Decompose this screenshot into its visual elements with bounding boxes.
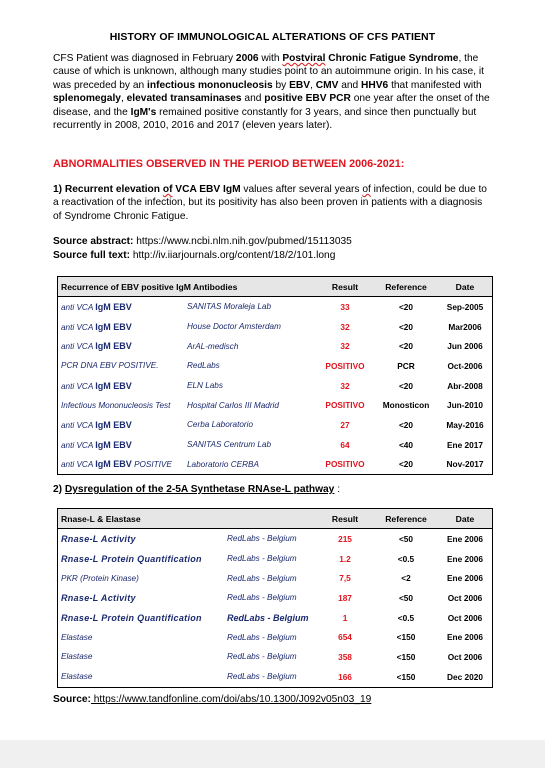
- result-cell: 64: [340, 439, 350, 450]
- result-cell: 166: [338, 671, 352, 682]
- date-cell: Oct 2006: [447, 592, 483, 603]
- lab-cell: ArAL-medisch: [187, 341, 239, 351]
- result-cell: 1.2: [339, 553, 351, 564]
- header-date: Date: [438, 277, 493, 297]
- result-cell: 7,5: [339, 573, 351, 584]
- reference-cell: <20: [398, 419, 414, 430]
- footer-source: Source: https://www.tandfonline.com/doi/abs/10.1300/J092v05n03_19: [53, 694, 372, 705]
- date-cell: Ene 2006: [447, 533, 483, 544]
- header-date: Date: [438, 509, 493, 529]
- lab-cell: SANITAS Centrum Lab: [187, 440, 272, 450]
- lab-cell: RedLabs - Belgium: [227, 554, 297, 564]
- header-result: Result: [316, 277, 374, 297]
- period-heading: ABNORMALITIES OBSERVED IN THE PERIOD BETWEEN 2006-2021:: [53, 158, 405, 170]
- reference-cell: <50: [398, 533, 414, 544]
- reference-cell: <50: [398, 592, 414, 603]
- test-name: anti VCA: [61, 440, 96, 450]
- header-result: Result: [316, 509, 374, 529]
- test-name: anti VCA: [61, 420, 96, 430]
- abstract-link[interactable]: https://www.ncbi.nlm.nih.gov/pubmed/15113035: [133, 236, 352, 247]
- test-cell: Rnase-L Activity: [61, 592, 136, 603]
- result-cell: 654: [338, 632, 352, 643]
- test-cell: [58, 317, 185, 337]
- test-antibody: IgM EBV: [95, 439, 132, 450]
- table-row: [58, 317, 493, 337]
- date-cell: Mar2006: [448, 321, 482, 332]
- lab-cell: RedLabs - Belgium: [227, 593, 297, 603]
- lab-cell: RedLabs: [187, 361, 220, 371]
- reference-cell: <2: [401, 573, 411, 584]
- header-test: Rnase-L & Elastase: [58, 509, 317, 529]
- test-cell: Rnase-L Protein Quantification: [61, 553, 202, 564]
- reference-cell: <20: [398, 380, 414, 391]
- lab-cell: RedLabs - Belgium: [227, 632, 297, 642]
- date-cell: Oct 2006: [447, 651, 483, 662]
- lab-cell: Cerba Laboratorio: [187, 420, 253, 430]
- reference-cell: <150: [396, 651, 416, 662]
- table-row: [58, 529, 493, 549]
- reference-cell: <150: [396, 632, 416, 643]
- source-fulltext: Source full text: http://iv.iiarjournals.org/content/18/2/101.long: [53, 250, 336, 261]
- header-reference: Reference: [374, 509, 438, 529]
- test-cell: [58, 435, 185, 455]
- result-cell: POSITIVO: [325, 459, 365, 470]
- reference-cell: <40: [398, 439, 414, 450]
- table-row: [58, 376, 493, 396]
- table-row: [58, 588, 493, 608]
- test-cell: Elastase: [61, 652, 93, 662]
- date-cell: Oct 2006: [447, 612, 483, 623]
- reference-cell: Monosticon: [382, 400, 430, 411]
- test-name: anti VCA: [61, 342, 96, 352]
- footer-link[interactable]: https://www.tandfonline.com/doi/abs/10.1300/J092v05n03_19: [90, 694, 372, 705]
- test-name: anti VCA: [61, 302, 96, 312]
- test-name: anti VCA: [61, 460, 96, 470]
- lab-cell: RedLabs - Belgium: [227, 652, 297, 662]
- reference-cell: PCR: [397, 360, 415, 371]
- reference-cell: <150: [396, 671, 416, 682]
- test-name: anti VCA: [61, 381, 96, 391]
- reference-cell: <20: [398, 321, 414, 332]
- source-abstract: Source abstract: https://www.ncbi.nlm.nih.gov/pubmed/15113035: [53, 236, 352, 247]
- date-cell: Ene 2017: [447, 439, 483, 450]
- point1-paragraph: 1) Recurrent elevation of VCA EBV IgM values after several years of infection, could be due to a reactivation of the infection, but its positivity has also been proven in patients with a diagnosis of Syndrome Chronic Fatigue.: [53, 184, 487, 222]
- reference-cell: <20: [398, 301, 414, 312]
- test-cell: Elastase: [61, 672, 93, 682]
- test-name: PCR DNA EBV POSITIVE.: [61, 361, 159, 371]
- lab-cell: RedLabs - Belgium: [227, 612, 309, 623]
- date-cell: May-2016: [446, 419, 484, 430]
- result-cell: 32: [340, 321, 350, 332]
- fulltext-link[interactable]: http://iv.iiarjournals.org/content/18/2/101.long: [129, 250, 336, 261]
- test-cell: [58, 376, 185, 396]
- result-cell: 187: [338, 592, 352, 603]
- table-row: [58, 568, 493, 588]
- test-cell: [58, 395, 185, 415]
- test-suffix: POSITIVE: [131, 460, 172, 470]
- result-cell: 33: [340, 301, 350, 312]
- date-cell: Jun-2010: [447, 400, 483, 411]
- ebv-igm-table: [57, 276, 493, 475]
- test-cell: [58, 297, 185, 317]
- result-cell: 27: [340, 419, 350, 430]
- result-cell: 32: [340, 341, 350, 352]
- reference-cell: <0.5: [397, 553, 415, 564]
- reference-cell: <20: [398, 341, 414, 352]
- test-antibody: IgM EBV: [95, 341, 132, 352]
- date-cell: Ene 2006: [447, 553, 483, 564]
- table-header-row: [58, 277, 493, 297]
- lab-cell: SANITAS Moraleja Lab: [187, 302, 272, 312]
- date-cell: Abr-2008: [447, 380, 483, 391]
- test-cell: [58, 336, 185, 356]
- result-cell: 1: [342, 612, 348, 623]
- date-cell: Ene 2006: [447, 573, 483, 584]
- header-reference: Reference: [374, 277, 438, 297]
- date-cell: Jun 2006: [447, 341, 483, 352]
- header-test: Recurrence of EBV positive IgM Antibodies: [58, 277, 317, 297]
- table-row: [58, 297, 493, 317]
- test-cell: Rnase-L Protein Quantification: [61, 612, 202, 623]
- lab-cell: ELN Labs: [187, 381, 223, 391]
- result-cell: POSITIVO: [325, 400, 365, 411]
- table-row: [58, 627, 493, 647]
- test-cell: [58, 455, 185, 475]
- table-row: [58, 608, 493, 628]
- test-cell: [58, 356, 185, 376]
- test-antibody: IgM EBV: [95, 419, 132, 430]
- date-cell: Nov-2017: [446, 459, 484, 470]
- test-cell: Rnase-L Activity: [61, 533, 136, 544]
- lab-cell: House Doctor Amsterdam: [187, 322, 281, 332]
- result-cell: 215: [338, 533, 352, 544]
- table-row: [58, 667, 493, 687]
- table-header-row: [58, 509, 493, 529]
- page-title: HISTORY OF IMMUNOLOGICAL ALTERATIONS OF CFS PATIENT: [109, 31, 436, 43]
- table-row: [58, 549, 493, 569]
- lab-cell: Laboratorio CERBA: [187, 459, 259, 469]
- table-row: [58, 455, 493, 475]
- date-cell: Sep-2005: [446, 301, 484, 312]
- date-cell: Dec 2020: [447, 671, 483, 682]
- lab-cell: RedLabs - Belgium: [227, 672, 297, 682]
- date-cell: Oct-2006: [447, 360, 483, 371]
- table-row: [58, 435, 493, 455]
- section2-heading: 2) Dysregulation of the 2-5A Synthetase RNAse-L pathway :: [53, 484, 341, 495]
- table-row: [58, 395, 493, 415]
- result-cell: 358: [338, 651, 352, 662]
- result-cell: POSITIVO: [325, 360, 365, 371]
- rnase-elastase-table: [57, 508, 493, 688]
- table-row: [58, 356, 493, 376]
- test-antibody: IgM EBV: [95, 321, 132, 332]
- table-row: [58, 415, 493, 435]
- test-antibody: IgM EBV: [95, 459, 132, 470]
- reference-cell: <20: [398, 459, 414, 470]
- test-name: Infectious Mononucleosis Test: [61, 400, 171, 410]
- table-row: [58, 647, 493, 667]
- result-cell: 32: [340, 380, 350, 391]
- lab-cell: Hospital Carlos III Madrid: [187, 400, 279, 410]
- test-cell: PKR (Protein Kinase): [61, 573, 139, 583]
- test-cell: [58, 415, 185, 435]
- intro-paragraph: CFS Patient was diagnosed in February 2006 with Postviral Chronic Fatigue Syndrome, the cause of which is unknown, although many studies point to an autoimmune origin. In his case, it was preceded by an infectious mononucleosis by EBV, CMV and HHV6 that manifested with splenomegaly, elevated transaminases and positive EBV PCR one year after the onset of the disease, and the IgM's remained positive constantly for 3 years, and since then punctually but recurrently in 2008, 2010, 2016 and 2017 (eleven years later).: [53, 53, 490, 132]
- reference-cell: <0.5: [397, 612, 415, 623]
- test-antibody: IgM EBV: [95, 380, 132, 391]
- lab-cell: RedLabs - Belgium: [227, 534, 297, 544]
- test-cell: Elastase: [61, 632, 93, 642]
- test-antibody: IgM EBV: [95, 301, 132, 312]
- table-row: [58, 336, 493, 356]
- date-cell: Ene 2006: [447, 632, 483, 643]
- test-name: anti VCA: [61, 322, 96, 332]
- lab-cell: RedLabs - Belgium: [227, 573, 297, 583]
